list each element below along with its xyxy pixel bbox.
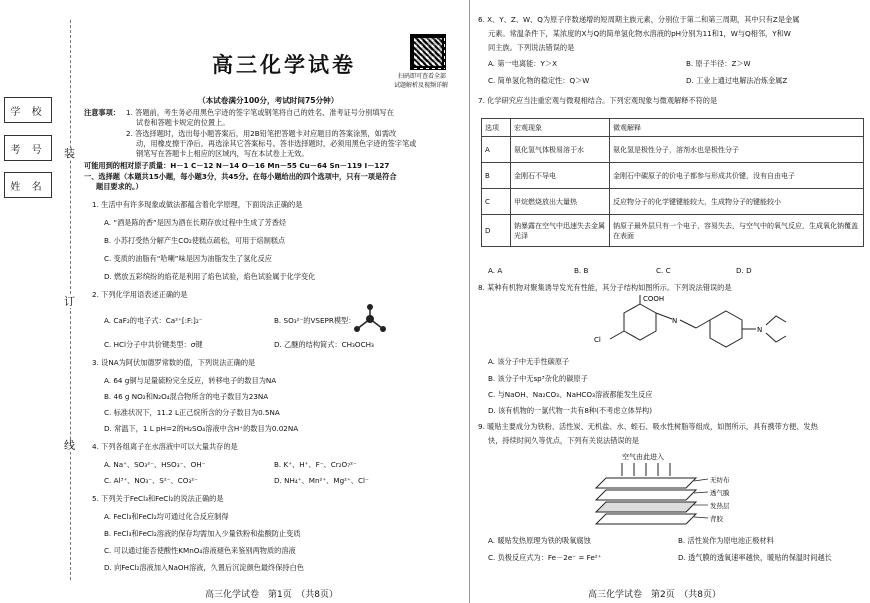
table-row [482,163,864,189]
table-row [482,189,864,215]
option[interactable]: D. 该有机物的一氯代物一共有8种(不考虑立体异构) [488,406,653,415]
option[interactable]: C. 与NaOH、Na₂CO₃、NaHCO₃溶液都能发生反应 [488,390,653,399]
notes-label: 注意事项： [84,108,120,117]
name-box[interactable]: 姓 名 [4,172,52,198]
option[interactable]: B. FeCl₃和FeCl₂溶液的保存均需加入少量铁粉和盐酸防止变质 [104,529,301,538]
diagram-label: 透气膜 [710,489,730,497]
table-cell: 金刚石不导电 [511,163,610,189]
atomic-masses: 可能用到的相对原子质量：H－1 C－12 N－14 O－16 Mn－55 Cu－64 Sn－119 I－127 [84,161,390,170]
nitrogen-label: N [757,326,763,334]
option[interactable]: C. 标准状况下，11.2 L正己烷所含的分子数目为0.5NA [104,408,280,417]
qr-caption: 试题解析及视频详解 [394,82,449,89]
option[interactable]: A. FeCl₃和FeCl₂均可通过化合反应制得 [104,512,229,521]
molecule-structure-diagram [580,292,810,348]
option[interactable]: A. 第一电离能：Y＞X [488,59,557,68]
fold-char: 订 [64,295,75,308]
table-cell: 甲烷燃烧放出大量热 [511,189,610,215]
page-footer: 高三化学试卷 第1页 （共8页） [205,590,338,600]
subtitle: （本试卷满分100分，考试时间75分钟） [198,96,339,105]
cooh-label: COOH [643,295,665,303]
page-title: 高三化学试卷 [212,52,356,77]
heat-pack-diagram [590,450,800,532]
option[interactable]: A. Na⁺、SO₃²⁻、HSO₃⁻、OH⁻ [104,460,206,469]
nitrogen-label: N [672,317,678,325]
table-header: 选项 [482,119,511,137]
qr-caption: 扫码即可查看全部 [398,73,447,80]
note-line: 2. 答选择题时，选出每小题答案后，用2B铅笔把答题卡对应题目的答案涂黑，如需改 [126,129,397,138]
exam-number-box[interactable]: 考 号 [4,135,52,161]
right-page [470,0,870,603]
vsepr-model-icon [350,304,390,334]
option[interactable]: D. 燃放五彩缤纷的焰花是利用了焰色试验，焰色试验属于化学变化 [104,272,316,281]
question-stem: 快，持续时间久等优点，下列有关说法错误的是 [488,436,639,445]
fold-char: 线 [64,439,75,452]
table-cell: 钠暴露在空气中迅速失去金属光泽 [511,215,610,247]
table-header-row [482,119,864,137]
school-box[interactable]: 学 校 [4,97,52,123]
question-stem: 2. 下列化学用语表述正确的是 [92,290,188,299]
option[interactable]: A. 暖贴发热原理为铁的吸氧腐蚀 [488,536,591,545]
option[interactable]: A. 64 g铜与足量硫粉完全反应，转移电子的数目为NA [104,376,277,385]
option[interactable]: D. NH₄⁺、Mn²⁺、Mg²⁺、Cl⁻ [274,476,369,485]
option[interactable]: D. 常温下，1 L pH=2的H₂SO₄溶液中含H⁺的数目为0.02NA [104,424,299,433]
table-row [482,215,864,247]
chlorine-label: Cl [594,336,601,344]
note-line: 钢笔写在答题卡上相应的区域内，写在本试卷上无效。 [136,149,309,158]
option[interactable]: B. 活性炭作为原电池正极材料 [678,536,774,545]
option[interactable]: B. SO₃²⁻的VSEPR模型： [274,316,356,325]
question-stem: 1. 生活中有许多现象或做法都蕴含着化学原理，下面说法正确的是 [92,200,303,209]
option[interactable]: D. 透气膜的透氧速率越快，暖贴的保温时间越长 [678,553,832,562]
option[interactable]: C. HCl分子中共价键类型：σ键 [104,340,203,349]
table-cell: 氨化氢是极性分子，溶剂水也是极性分子 [610,137,864,163]
note-line: 动，用橡皮擦干净后，再选涂其它答案标号。答非选择题时，必须用黑色字迹的签字笔或 [136,139,417,148]
qr-code-icon[interactable] [410,34,446,70]
question-stem: 7. 化学研究应当注重宏观与微观相结合。下列宏观现象与微观解释不符的是 [478,96,718,105]
page-footer: 高三化学试卷 第2页 （共8页） [588,590,721,600]
option[interactable]: C. 变质的油脂有“哈喇”味是因为油脂发生了氢化反应 [104,254,272,263]
diagram-label: 空气由此进入 [622,453,664,461]
option[interactable]: D. D [736,266,752,275]
option[interactable]: D. 向FeCl₂溶液加入NaOH溶液，久置后沉淀颜色最终保持白色 [104,563,304,572]
table-cell: 氨化氢气体极易溶于水 [511,137,610,163]
option[interactable]: A. CaF₂的电子式：Ca²⁺[:F:]₂⁻ [104,316,203,325]
table-cell: B [482,163,511,189]
comparison-table [481,118,864,247]
table-cell: 金刚石中碳原子的价电子都参与形成共价键，没有自由电子 [610,163,864,189]
option[interactable]: C. C [656,266,671,275]
option[interactable]: C. Al³⁺、NO₃⁻、S²⁻、CO₃²⁻ [104,476,198,485]
question-stem: 9. 暖贴主要成分为铁粉、活性炭、无机盐、水、蛭石、吸水性树脂等组成，如图所示，具有携带方便、发热 [478,422,818,431]
note-line: 试卷和答题卡规定的位置上。 [136,118,230,127]
option[interactable]: D. 工业上通过电解法冶炼金属Z [686,76,788,85]
option[interactable]: B. K⁺、H⁺、F⁻、Cr₂O₇²⁻ [274,460,357,469]
option[interactable]: B. B [574,266,589,275]
table-cell: D [482,215,511,247]
table-row [482,137,864,163]
diagram-label: 无纺布 [710,476,730,484]
fold-char: 装 [64,147,75,160]
option[interactable]: A. A [488,266,503,275]
option[interactable]: C. 简单氢化物的稳定性：Q＞W [488,76,590,85]
option[interactable]: B. 46 g NO₂和N₂O₄混合物所含的电子数目为23NA [104,392,269,401]
question-stem: 5. 下列关于FeCl₃和FeCl₂的说法正确的是 [92,494,224,503]
table-header: 宏观现象 [511,119,610,137]
table-cell: C [482,189,511,215]
option[interactable]: C. 负极反应式为：Fe－2e⁻ = Fe²⁺ [488,553,602,562]
question-stem: 4. 下列各组离子在水溶液中可以大量共存的是 [92,442,238,451]
table-header: 微观解释 [610,119,864,137]
section-heading: 一、选择题（本题共15小题，每小题3分，共45分。在每小题给出的四个选项中，只有一项是符合 [84,172,397,181]
question-stem: 6. X、Y、Z、W、Q为原子序数递增的短周期主族元素，分别位于第二和第三周期，其中只有Z是金属 [478,15,800,24]
note-line: 1. 答题前，考生务必用黑色字迹的签字笔或钢笔将自己的姓名、准考证号分别填写在 [126,108,394,117]
question-stem: 同主族。下列说法错误的是 [488,43,575,52]
option[interactable]: A. 该分子中无手性碳原子 [488,357,570,366]
option[interactable]: B. 该分子中无sp³杂化的碳原子 [488,374,588,383]
table-cell: 钠原子最外层只有一个电子，容易失去，与空气中的氧气反应，生成氧化钠覆盖在表面 [610,215,864,247]
option[interactable]: B. 原子半径：Z＞W [686,59,751,68]
table-cell: A [482,137,511,163]
option[interactable]: D. 乙醚的结构简式：CH₃OCH₃ [274,340,374,349]
option[interactable]: B. 小苏打受热分解产生CO₂使糕点疏松，可用于焙制糕点 [104,236,286,245]
option[interactable]: A. “酒是陈的香”是因为酒在长期存放过程中生成了芳香烃 [104,218,287,227]
question-stem: 3. 设NA为阿伏加德罗常数的值，下列说法正确的是 [92,358,256,367]
table-cell: 反应物分子的化学键键能较大，生成物分子的键能较小 [610,189,864,215]
question-stem: 8. 某种有机物对聚集诱导发光有性能，其分子结构如图所示。下列说法错误的是 [478,283,732,292]
question-stem: 元素。常温条件下，某浓度的X与Q的简单氢化物水溶液的pH分别为11和1，W与Q相邻，Y和W [488,29,791,38]
diagram-label: 背胶 [710,515,723,523]
option[interactable]: C. 可以通过能否使酸性KMnO₄溶液褪色来鉴别两物质的溶液 [104,546,296,555]
section-heading: 题目要求的。） [96,182,143,191]
diagram-label: 发热层 [710,502,730,510]
